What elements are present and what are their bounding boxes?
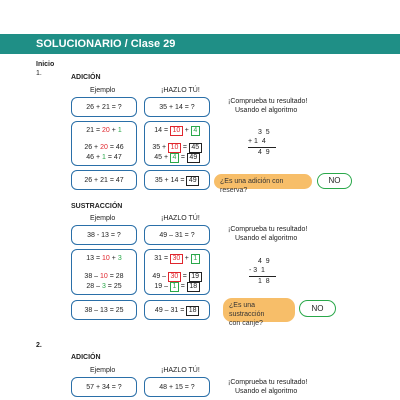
ejemplo-label-3: Ejemplo (90, 367, 116, 374)
sub-hazlo-step-1: 31 = 30 + 1 (145, 254, 209, 264)
answer-no: NO (317, 173, 352, 189)
hazlo-step-2: 35 + 10 = 45 (145, 143, 209, 153)
hazlo-question-box (144, 97, 210, 117)
problem-number-2: 2. (36, 342, 42, 349)
sub-example-result: 38 – 13 = 25 (84, 307, 124, 314)
example-result-box (71, 170, 137, 190)
check-subtitle: Usando el algoritmo (235, 107, 298, 114)
sub-hazlo-result: 49 – 31 = 18 (145, 306, 209, 316)
problem-number-1: 1. (36, 70, 42, 77)
page-title: SOLUCIONARIO / Clase 29 (36, 38, 176, 50)
sub-check-title: ¡Comprueba tu resultado! (228, 226, 308, 233)
reserve-question: ¿Es una adición con reserva? (214, 174, 312, 189)
hazlo-steps-box (144, 121, 210, 166)
sub-example-steps-box (71, 249, 137, 295)
p2-example-question: 57 + 34 = ? (86, 384, 122, 391)
p2-example-question-box (71, 377, 137, 397)
example-steps-box (71, 121, 137, 166)
hazlo-step-1: 14 = 10 + 4 (145, 126, 209, 136)
example-step-2: 26 + 20 = 46 (84, 144, 124, 151)
example-result: 26 + 21 = 47 (84, 177, 124, 184)
ejemplo-label: Ejemplo (90, 87, 116, 94)
hazlo-label-3: ¡HAZLO TÚ! (161, 367, 200, 374)
sub-hazlo-question-box (144, 225, 210, 245)
sustraccion-title: SUSTRACCIÓN (71, 203, 123, 210)
hazlo-label-2: ¡HAZLO TÚ! (161, 215, 200, 222)
sub-hazlo-steps-box (144, 249, 210, 295)
sub-hazlo-step-3: 19 – 1 = 18 (145, 282, 209, 292)
hazlo-question: 35 + 14 = ? (159, 104, 195, 111)
sub-example-step-1: 13 = 10 + 3 (86, 255, 122, 262)
adicion-title-2: ADICIÓN (71, 354, 101, 361)
p2-hazlo-question: 48 + 15 = ? (159, 384, 195, 391)
example-step-3: 46 + 1 = 47 (86, 154, 122, 161)
hazlo-result-box (144, 170, 210, 190)
ejemplo-label-2: Ejemplo (90, 215, 116, 222)
canje-question: ¿Es una sustracción con canje? (223, 298, 295, 322)
adicion-title: ADICIÓN (71, 74, 101, 81)
hazlo-label: ¡HAZLO TÚ! (161, 87, 200, 94)
example-question-box (71, 97, 137, 117)
sub-example-step-2: 38 – 10 = 28 (84, 273, 124, 280)
sub-example-step-3: 28 – 3 = 25 (86, 283, 122, 290)
sub-check-subtitle: Usando el algoritmo (235, 235, 298, 242)
hazlo-step-3: 45 + 4 = 49 (145, 153, 209, 163)
p2-check-subtitle: Usando el algoritmo (235, 388, 298, 395)
example-question: 26 + 21 = ? (86, 104, 122, 111)
sub-example-question-box (71, 225, 137, 245)
sub-example-result-box (71, 300, 137, 320)
check-title: ¡Comprueba tu resultado! (228, 98, 308, 105)
p2-hazlo-question-box (144, 377, 210, 397)
example-step-1: 21 = 20 + 1 (86, 127, 122, 134)
sub-hazlo-step-2: 49 – 30 = 19 (145, 272, 209, 282)
sub-hazlo-question: 49 – 31 = ? (159, 232, 195, 239)
hazlo-result: 35 + 14 = 49 (145, 176, 209, 186)
section-label: Inicio (36, 61, 55, 68)
sub-hazlo-result-box (144, 300, 210, 320)
sub-answer-no: NO (299, 300, 336, 317)
sub-example-question: 38 - 13 = ? (87, 232, 121, 239)
header-bar (0, 34, 400, 54)
p2-check-title: ¡Comprueba tu resultado! (228, 379, 308, 386)
